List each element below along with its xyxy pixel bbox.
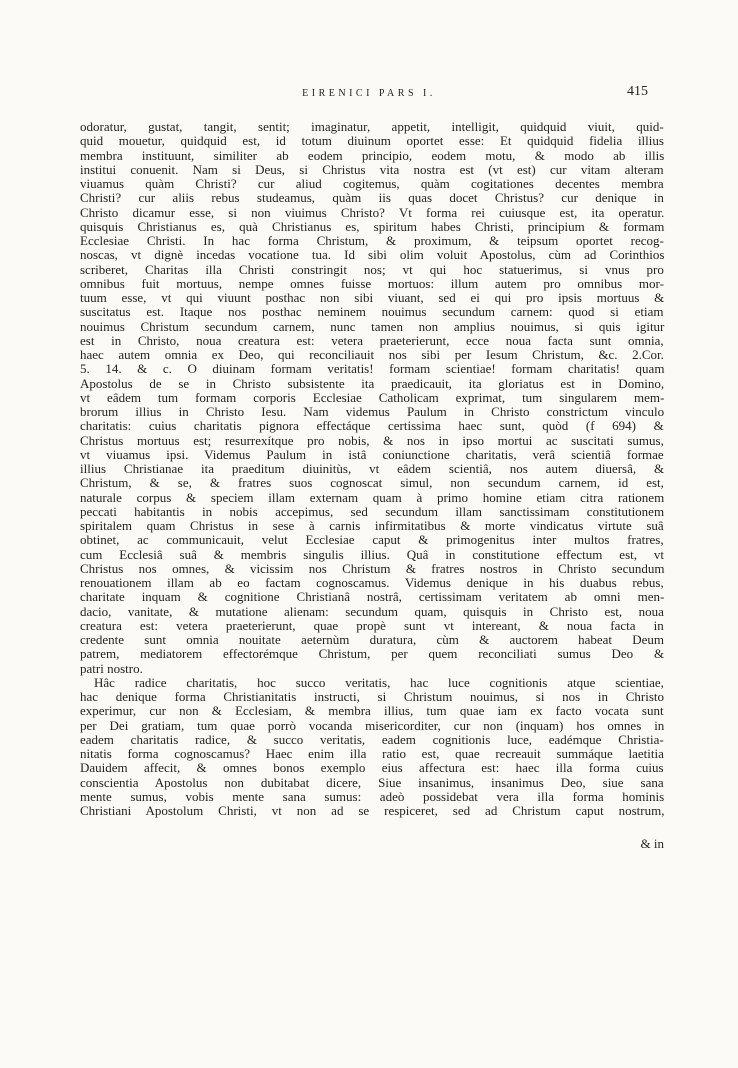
- text-line: omnibus fuit mortuus, nempe omnes fuisse mortuos: illum autem pro omnibus mor-: [80, 275, 664, 291]
- text-line: institui conuenit. Nam si Deus, si Christus vita nostra est (vt est) cur vitam alteram: [80, 161, 664, 177]
- text-line: Christum, & se, & fratres suos cognoscat simul, non secundum carnem, id est,: [80, 475, 664, 491]
- body-text: [80, 120, 664, 818]
- text-line: odoratur, gustat, tangit, sentit; imaginatur, appetit, intelligit, quidquid viuit, quid-: [80, 119, 664, 134]
- text-line: Christus mortuus est; resurrexítque pro nobis, & nos in ipso mortui ac suscitati sumus,: [80, 432, 664, 448]
- text-line: peccati habitantis in nobis accepimus, sed secundum illam sanctissimam constitutionem: [80, 503, 665, 519]
- text-line: cum Ecclesiâ suâ & membris singulis illius. Quâ in constitutione effectum est, vt: [80, 546, 665, 562]
- text-line: charitate inquam & cognitione Christianâ nostrâ, certissimam veritatem ab omni men-: [80, 589, 665, 605]
- text-line: credente sunt omnia nouitate aeternùm duratura, cùm & auctorem habeat Deum: [80, 632, 665, 647]
- text-line: nitatis forma cognoscamus? Haec enim illa ratio est, quae recreauit summáque laetitia: [80, 746, 664, 761]
- text-line: Apostolus de se in Christo subsistente ita praedicauit, ita gloriatus est in Domino,: [80, 375, 665, 391]
- text-line: experimur, cur non & Ecclesiam, & membra illius, tum quae iam ex facto vocata sunt: [80, 703, 664, 719]
- text-line: renouationem illam ab eo factam cognoscamus. Videmus denique in his duabus rebus,: [80, 575, 664, 590]
- text-line: est in Christo, noua creatura est: vetera praeterierunt, ecce noua facta sunt omnia,: [80, 332, 664, 348]
- text-line: vt viuamus ipsi. Videmus Paulum in istâ coniunctione charitatis, verâ scientiâ formae: [80, 446, 664, 462]
- text-line: hac denique forma Christianitatis instructi, si Christum nouimus, si nos in Christo: [80, 689, 665, 704]
- text-line: membra instituunt, similiter ab eodem principio, eodem motu, & modo ab illis: [80, 147, 665, 163]
- text-line: brorum illius in Christo Iesu. Nam videmus Paulum in Christo constrictum vinculo: [80, 404, 665, 419]
- text-line: dacio, vanitate, & mutatione alienam: secundum quam, quisquis in Christo est, noua: [80, 603, 664, 619]
- text-line: suscitatus est. Itaque nos posthac neminem nouimus secundum carnem: quod si etiam: [80, 304, 664, 320]
- text-line: mente sumus, vobis mente sana sumus: adeò possidebat vera illa forma hominis: [80, 788, 665, 804]
- paragraph: [80, 120, 664, 676]
- running-title: EIRENICI PARS I.: [302, 88, 436, 99]
- text-line: spiritalem quam Christus in sese à carnis infirmitatibus & morte vindicatus virtute suâ: [80, 518, 664, 533]
- text-line: per Dei gratiam, tum quae porrò vocanda misericorditer, cur non (inquam) hos omnes in: [80, 717, 665, 733]
- text-line: Christi? cur aliis rebus studeamus, quàm iis quas docet Christus? cur denique in: [80, 190, 664, 206]
- page-number: 415: [627, 84, 648, 99]
- text-line: tuum esse, vt qui viuunt posthac non sibi viuant, sed ei qui pro ipsis mortuus &: [80, 290, 665, 305]
- text-line: quisquis Christianus es, quà Christianus es, spiritum habes Christi, principium & formam: [80, 218, 665, 234]
- text-line: patri nostro.: [80, 660, 143, 676]
- text-line: noscas, vt dignè incedas vocatione tua. Id sibi olim voluit Apostolus, cùm ad Corinthios: [80, 247, 665, 263]
- text-line: Hâc radice charitatis, hoc succo veritatis, hac luce cognitionis atque scientiae,: [94, 674, 664, 690]
- text-line: scriberet, Charitas illa Christi constringit nos; vt qui hoc statuerimus, si vnus pro: [80, 261, 664, 277]
- catchword: & in: [640, 836, 664, 851]
- text-line: obtinet, ac communicauit, velut Ecclesiae caput & primogenitus inter multos fratres,: [80, 532, 664, 548]
- paragraph: [80, 676, 664, 819]
- text-line: vt eâdem tum formam corporis Ecclesiae Catholicam exprimat, tum singularem mem-: [80, 389, 665, 405]
- text-line: Christiani Apostolum Christi, vt non ad se respiceret, sed ad Christum caput nostrum,: [80, 803, 665, 818]
- text-line: viuamus quàm Christi? cur aliud cogitemus, quàm cogitationes decentes membra: [80, 176, 664, 191]
- text-line: nouimus Christum secundum carnem, nunc tamen non amplius nouimus, si quis igitur: [80, 318, 665, 334]
- text-line: eadem charitatis radice, & succo veritatis, eadem cognitionis luce, eadémque Christia-: [80, 731, 664, 747]
- text-line: Christus nos omnes, & vicissim nos Christum & fratres nostros in Christo secundum: [80, 560, 665, 576]
- text-line: haec autem omnia ex Deo, qui reconciliauit nos sibi per Iesum Christum, &c. 2.Cor.: [80, 347, 664, 362]
- text-line: Ecclesiae Christi. In hac forma Christum, & proximum, & teipsum oportet recog-: [80, 233, 664, 248]
- text-line: illius Christianae ita praeditum diuinitùs, vt eâdem scientiâ, nos autem diuersâ, &: [80, 461, 665, 476]
- text-line: Christo dicamur esse, si non viuimus Christo? Vt forma rei cuiusque est, ita operatur.: [80, 204, 665, 220]
- text-line: quid mouetur, quidquid est, id totum diuinum oportet esse: Et quidquid fidelia illius: [80, 133, 664, 149]
- text-line: creatura est: vetera praeterierunt, quae propè sunt vt intereant, & noua facta in: [80, 617, 664, 633]
- text-line: patrem, mediatorem effectorémque Christum, per quem reconciliati sumus Deo &: [80, 646, 665, 662]
- text-line: 5. 14. & c. O diuinam formam veritatis! formam scientiae! formam charitatis! quam: [80, 361, 665, 377]
- text-line: charitatis: cuius charitatis pignora effectáque certissima haec sunt, quòd (f 694) &: [80, 418, 664, 434]
- text-line: conscientia Apostolus non dubitabat dicere, Siue insanimus, insanimus Deo, siue sana: [80, 774, 664, 790]
- text-line: naturale corpus & speciem illam externam quam à primo homine etiam citra rationem: [80, 489, 665, 505]
- text-line: Dauidem affecit, & omnes bonos exemplo eius affectura est: haec illa forma cuius: [80, 760, 664, 776]
